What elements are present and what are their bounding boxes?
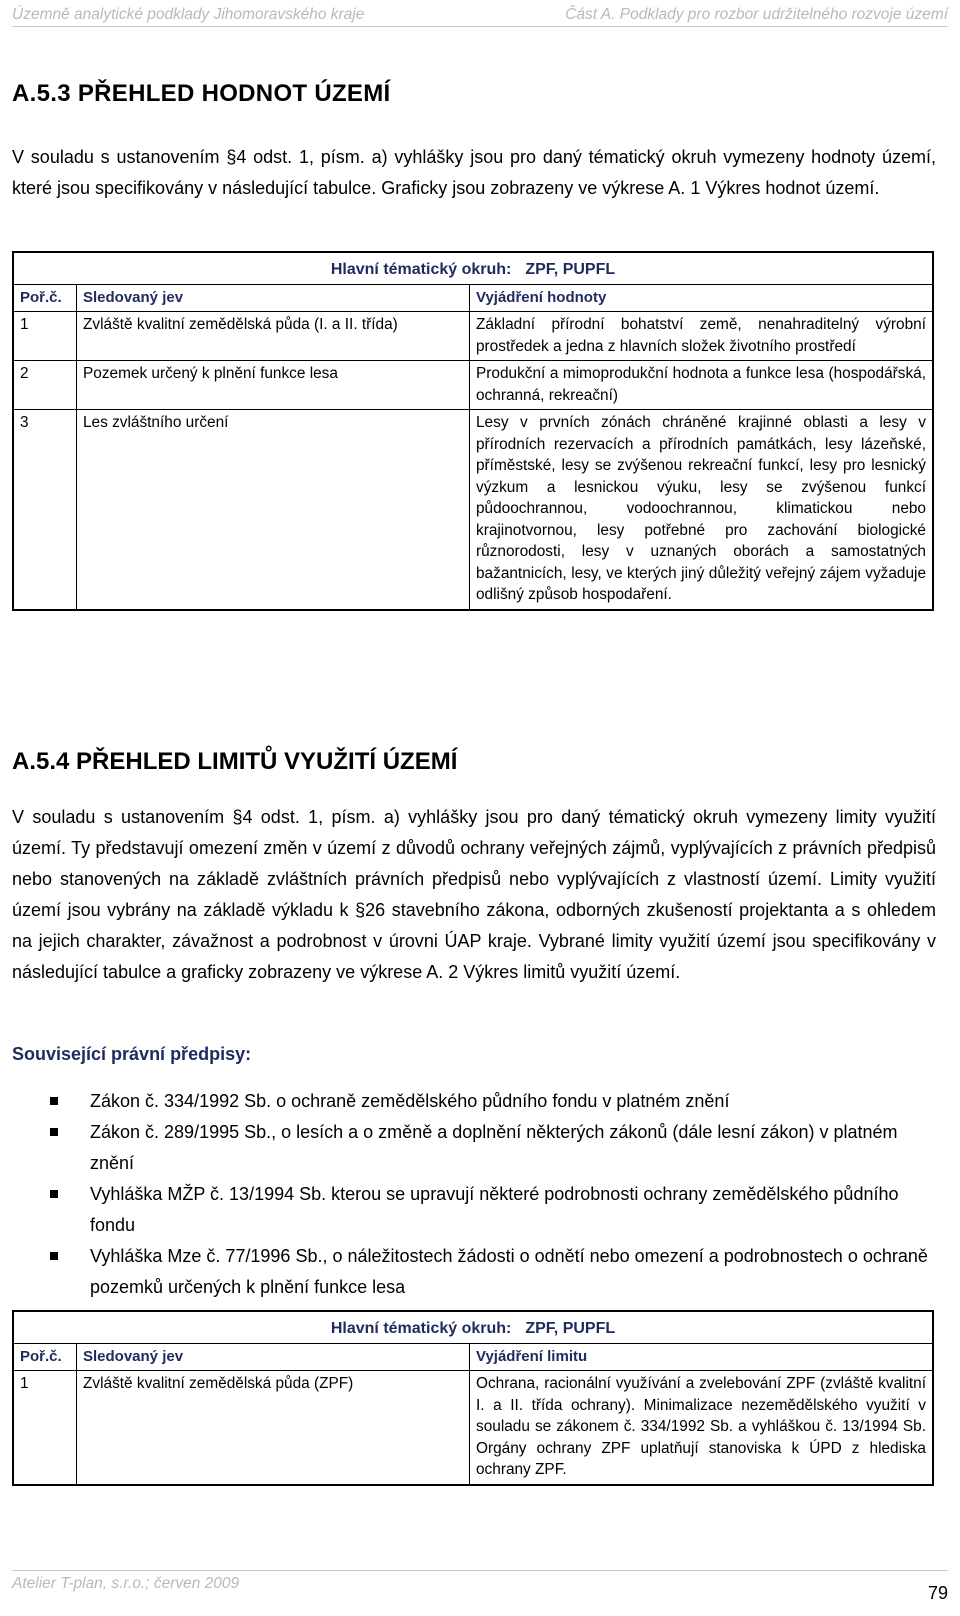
limits-table [12, 1310, 934, 1486]
table-header-row [13, 1343, 933, 1371]
table-caption: Hlavní tématický okruh: ZPF, PUPFL [13, 252, 933, 284]
page-number: 79 [927, 1583, 948, 1603]
header-right: Část A. Podklady pro rozbor udržitelného rozvoje území [565, 6, 948, 23]
col-header-num: Poř.č. [13, 284, 77, 312]
list-item: Vyhláška Mze č. 77/1996 Sb., o náležitostech žádosti o odnětí nebo omezení a podrobnostech o ochraně pozemků určených k plnění funkce lesa [50, 1241, 936, 1303]
bullet-icon [50, 1097, 58, 1105]
table-row: 3 Les zvláštního určení Lesy v prvních zónách chráněné krajinné oblasti a lesy v přírodních rezervacích a přírodních památkách, lesy lázeňské, příměstské, lesy se zvýšenou rekreační funkcí, lesy pro lesnický výzkum a lesnickou výuku, lesy se zvýšenou funkcí půdoochrannou, vodoochrannou, klimatickou nebo krajinotvornou, lesy potřebné pro zachování biologické různorodosti, lesy v uznaných oborách a samostatných bažantnicích, lesy, ve kterých jiný důležitý veřejný zájem vyžaduje odlišný způsob hospodaření. [13, 410, 933, 610]
col-header-num: Poř.č. [13, 1343, 77, 1371]
list-item: Zákon č. 289/1995 Sb., o lesích a o změně a doplnění některých zákonů (dále lesní zákon) v platném znění [50, 1117, 936, 1179]
page-header [12, 4, 948, 27]
legal-list [50, 1086, 936, 1303]
footer-left: Atelier T-plan, s.r.o.; červen 2009 [12, 1575, 240, 1592]
table-row: 2 Pozemek určený k plnění funkce lesa Produkční a mimoprodukční hodnota a funkce lesa (hospodářská, ochranná, rekreační) [13, 361, 933, 410]
list-item: Zákon č. 334/1992 Sb. o ochraně zemědělského půdního fondu v platném znění [50, 1086, 936, 1117]
values-table [12, 251, 934, 611]
header-left: Územně analytické podklady Jihomoravského kraje [12, 6, 365, 23]
section-intro-limity: V souladu s ustanovením §4 odst. 1, písm. a) vyhlášky jsou pro daný tématický okruh vymezeny limity využití území. Ty představují omezení změn v území z důvodů ochrany veřejných zájmů, vyplývajících z právních předpisů nebo stanovených na základě zvláštních právních předpisů nebo vyplývajících z vlastností území. Limity využití území jsou vybrány na základě výkladu k §26 stavebního zákona, odborných zkušeností projektanta a s ohledem na jejich charakter, závažnost a podrobnost v úrovni ÚAP kraje. Vybrané limity využití území jsou specifikovány v následující tabulce a graficky zobrazeny ve výkrese A. 2 Výkres limitů využití území. [12, 807, 936, 982]
page-footer [12, 1570, 948, 1603]
col-header-jev: Sledovaný jev [77, 284, 470, 312]
bullet-icon [50, 1128, 58, 1136]
table-row: 1 Zvláště kvalitní zemědělská půda (ZPF) Ochrana, racionální využívání a zvelebování ZPF (zvláště kvalitní I. a II. třída ochrany). Minimalizace nezemědělského využití v souladu se zákonem č. 334/1992 Sb. a vyhláškou č. 13/1994 Sb. Orgány ochrany ZPF uplatňují stanoviska k ÚPD z hlediska ochrany ZPF. [13, 1371, 933, 1485]
table-header-row [13, 284, 933, 312]
bullet-icon [50, 1190, 58, 1198]
col-header-jev: Sledovaný jev [77, 1343, 470, 1371]
section-title-hodnoty: A.5.3 PŘEHLED HODNOT ÚZEMÍ [12, 80, 391, 107]
col-header-val: Vyjádření hodnoty [470, 284, 934, 312]
section-intro-hodnoty: V souladu s ustanovením §4 odst. 1, písm. a) vyhlášky jsou pro daný tématický okruh vymezeny hodnoty území, které jsou specifikovány v následující tabulce. Graficky jsou zobrazeny ve výkrese A. 1 Výkres hodnot území. [12, 147, 936, 198]
bullet-icon [50, 1252, 58, 1260]
table-caption: Hlavní tématický okruh: ZPF, PUPFL [13, 1311, 933, 1343]
table-row: 1 Zvláště kvalitní zemědělská půda (I. a II. třída) Základní přírodní bohatství země, nenahraditelný výrobní prostředek a jedna z hlavních složek životního prostředí [13, 312, 933, 361]
section-title-limity: A.5.4 PŘEHLED LIMITŮ VYUŽITÍ ÚZEMÍ [12, 748, 458, 775]
col-header-val: Vyjádření limitu [470, 1343, 934, 1371]
list-item: Vyhláška MŽP č. 13/1994 Sb. kterou se upravují některé podrobnosti ochrany zemědělského půdního fondu [50, 1179, 936, 1241]
legal-heading: Související právní předpisy: [12, 1044, 252, 1064]
